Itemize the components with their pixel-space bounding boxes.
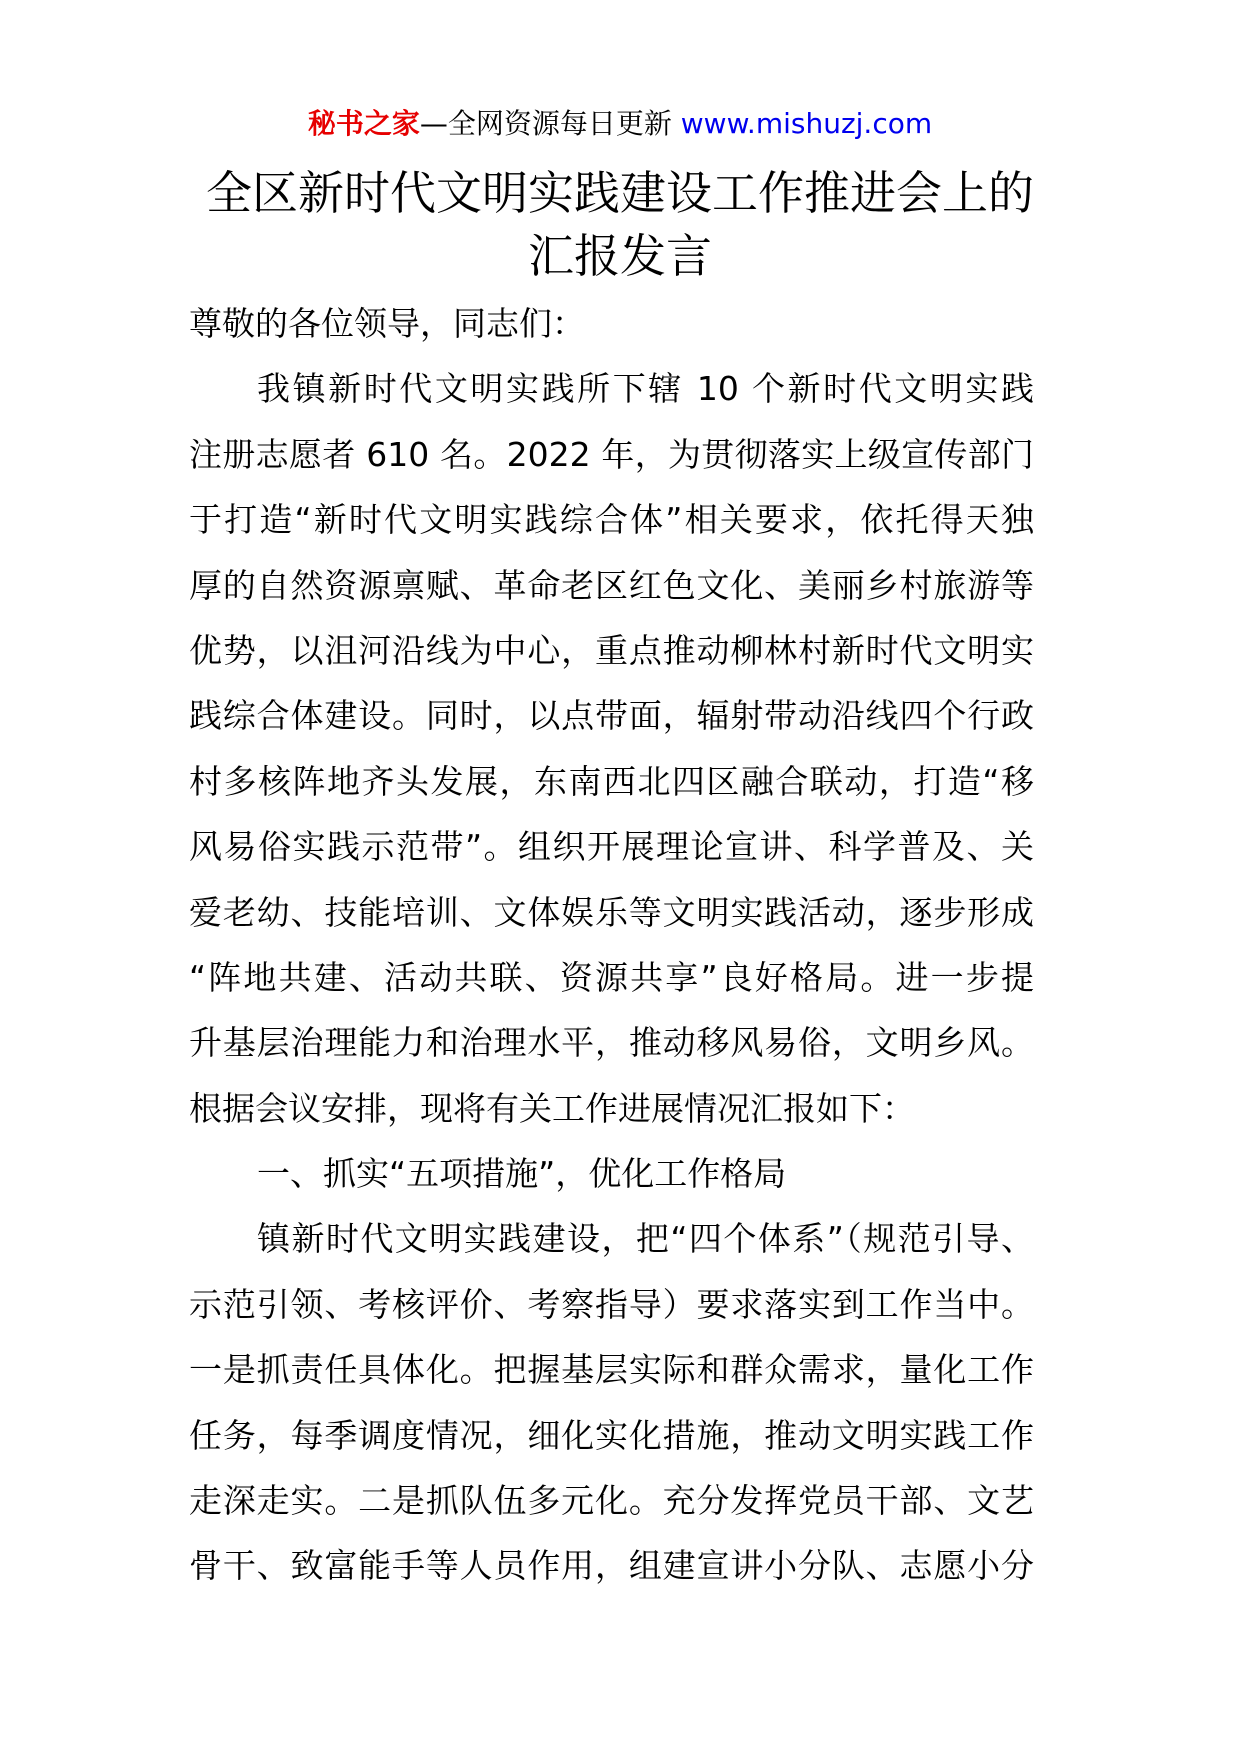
site-url-link[interactable]: www.mishuzj.com <box>680 107 933 140</box>
paragraph-line: 爱老幼、技能培训、文体娱乐等文明实践活动，逐步形成 <box>189 892 1034 932</box>
paragraph-line: “阵地共建、活动共联、资源共享”良好格局。进一步提 <box>189 957 1034 997</box>
salutation: 尊敬的各位领导，同志们： <box>189 304 585 343</box>
paragraph-line: 风易俗实践示范带”。组织开展理论宣讲、科学普及、关 <box>189 827 1034 867</box>
title-line-1: 全区新时代文明实践建设工作推进会上的 <box>206 166 1034 220</box>
site-header <box>0 104 1240 144</box>
paragraph-line: 注册志愿者 610 名。2022 年，为贯彻落实上级宣传部门 <box>189 434 1034 474</box>
brand-name: 秘书之家 <box>307 107 420 140</box>
paragraph-line: 优势，以沮河沿线为中心，重点推动柳林村新时代文明实 <box>189 630 1034 670</box>
paragraph-line: 我镇新时代文明实践所下辖 10 个新时代文明实践 <box>257 369 1034 409</box>
paragraph-line: 示范引领、考核评价、考察指导）要求落实到工作当中。 <box>189 1284 1034 1324</box>
paragraph-line: 于打造“新时代文明实践综合体”相关要求，依托得天独 <box>189 500 1034 540</box>
section-heading: 一、抓实“五项措施”，优化工作格局 <box>257 1154 787 1194</box>
document-title <box>0 162 1240 288</box>
paragraph-line: 骨干、致富能手等人员作用，组建宣讲小分队、志愿小分 <box>189 1546 1034 1586</box>
document-body <box>189 291 1034 1599</box>
paragraph-line: 升基层治理能力和治理水平，推动移风易俗，文明乡风。 <box>189 1023 1034 1063</box>
paragraph-line: 践综合体建设。同时，以点带面，辐射带动沿线四个行政 <box>189 696 1034 736</box>
paragraph-line: 村多核阵地齐头发展，东南西北四区融合联动，打造“移 <box>189 761 1034 801</box>
paragraph-line: 镇新时代文明实践建设，把“四个体系”（规范引导、 <box>257 1219 1034 1259</box>
paragraph-line: 走深走实。二是抓队伍多元化。充分发挥党员干部、文艺 <box>189 1481 1034 1521</box>
paragraph-line: 任务，每季调度情况，细化实化措施，推动文明实践工作 <box>189 1415 1034 1455</box>
paragraph-line: 厚的自然资源禀赋、革命老区红色文化、美丽乡村旅游等 <box>189 565 1034 605</box>
title-line-2: 汇报发言 <box>528 229 712 283</box>
paragraph-line: 根据会议安排，现将有关工作进展情况汇报如下： <box>189 1088 915 1128</box>
paragraph-line: 一是抓责任具体化。把握基层实际和群众需求，量化工作 <box>189 1350 1034 1390</box>
header-tagline: —全网资源每日更新 <box>419 107 681 140</box>
